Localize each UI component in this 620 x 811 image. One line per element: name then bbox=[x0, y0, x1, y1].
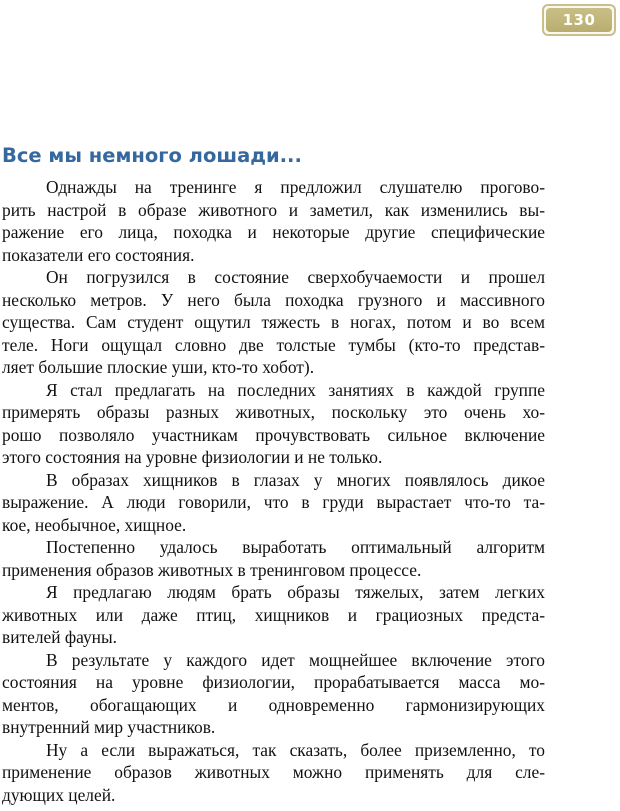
text-line: внутренний мир участников. bbox=[2, 717, 216, 737]
text-line: Ну а если выражаться, так сказать, более приземленно, то bbox=[46, 739, 545, 760]
text-line: кое, необычное, хищное. bbox=[2, 514, 187, 535]
text-line: теле. Ноги ощущал словно две толстые тумбы (кто-то представ- bbox=[2, 334, 545, 355]
page-number: 130 bbox=[546, 8, 612, 32]
text-line: показатели его состояния. bbox=[2, 244, 195, 265]
page-number-badge bbox=[542, 4, 616, 36]
text-line: ляет большие плоские уши, кто-то хобот). bbox=[2, 357, 315, 377]
text-line: В образах хищников в глазах у многих появлялось дикое bbox=[46, 469, 545, 490]
text-line: применения образов животных в тренинговом процессе. bbox=[2, 559, 422, 580]
text-line: этого состояния на уровне физиологии и не только. bbox=[2, 447, 383, 467]
text-line: применение образов животных можно применять для сле- bbox=[2, 762, 545, 782]
text-line: несколько метров. У него была походка грузного и массивного bbox=[2, 289, 545, 310]
text-line: животных или даже птиц, хищников и грациозных предста- bbox=[2, 604, 545, 625]
body-text bbox=[2, 176, 545, 806]
text-line: состояния на уровне физиологии, прорабатывается масса мо- bbox=[2, 672, 545, 692]
text-line: Он погрузился в состояние сверхобучаемости и прошел bbox=[46, 267, 545, 287]
text-line: рошо позволяло участникам прочувствовать сильное включение bbox=[2, 424, 545, 445]
text-line: Однажды на тренинге я предложил слушателю прогово- bbox=[46, 177, 545, 197]
text-line: существа. Сам студент ощутил тяжесть в ногах, потом и во всем bbox=[2, 312, 545, 332]
text-line: Я предлагаю людям брать образы тяжелых, затем легких bbox=[46, 582, 545, 602]
text-line: В результате у каждого идет мощнейшее включение этого bbox=[46, 649, 545, 670]
text-line: примерять образы разных животных, поскольку это очень хо- bbox=[2, 402, 545, 422]
text-line: выражение. А люди говорили, что в груди вырастает что-то та- bbox=[2, 492, 545, 512]
text-line: рить настрой в образе животного и заметил, как изменились вы- bbox=[2, 199, 545, 220]
text-line: ментов, обогащающих и одновременно гармонизирующих bbox=[2, 694, 545, 715]
section-heading: Все мы немного лошади... bbox=[2, 144, 302, 167]
text-line: дующих целей. bbox=[2, 784, 116, 805]
text-line: ражение его лица, походка и некоторые другие специфические bbox=[2, 222, 545, 242]
text-line: Я стал предлагать на последних занятиях в каждой группе bbox=[46, 379, 545, 400]
text-line: Постепенно удалось выработать оптимальный алгоритм bbox=[46, 537, 545, 557]
text-line: вителей фауны. bbox=[2, 627, 118, 647]
